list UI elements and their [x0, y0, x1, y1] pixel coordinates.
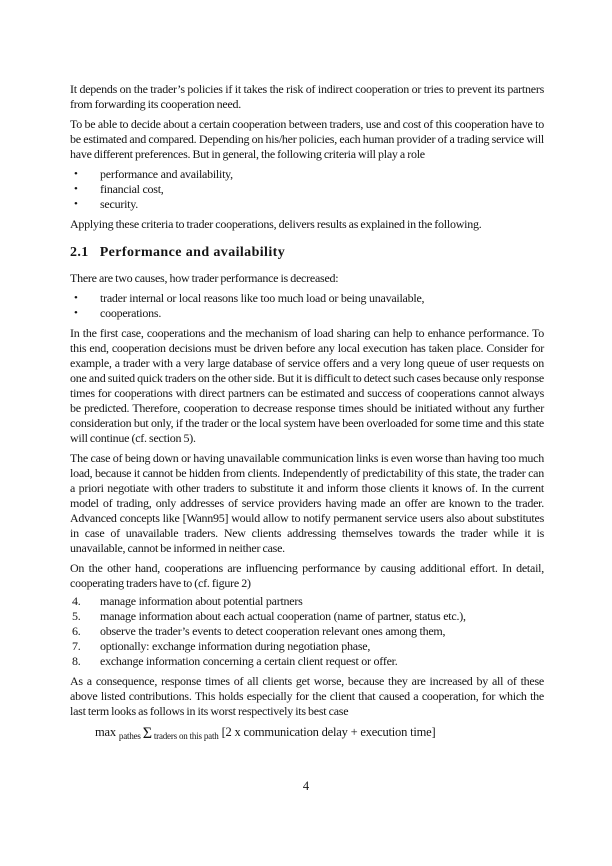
formula-max-operator: max — [95, 725, 116, 739]
bullet-item — [70, 167, 544, 182]
section-number: 2.1 — [70, 245, 89, 260]
causes-bullet-list — [70, 291, 544, 321]
criteria-bullet-list — [70, 167, 544, 212]
paragraph-causes: There are two causes, how trader performance is decreased: — [70, 271, 339, 285]
numbered-item — [70, 654, 544, 669]
paragraph-first-case: In the first case, cooperations and the mechanism of load sharing can help to enhance performance. To this end, cooperation decisions must be driven before any local execution has taken place. Consider for example, a trader with a very large database of service offers and a very long queue of user requests on one and suited quick traders on the other side. But it is difficult to detect such cases because only response times for cooperations with direct partners can be estimated and success of cooperations cannot always be predicted. Therefore, cooperation to decrease response times should be initiated without any further consideration but only, if the trader or the local system have been overloaded for some time and this state will continue (cf. section 5). — [70, 326, 544, 445]
paragraph-risk: It depends on the trader’s policies if it takes the risk of indirect cooperation or tries to prevent its partners from forwarding its cooperation need. — [70, 82, 544, 111]
sigma-sum-icon: Σ — [142, 725, 152, 742]
bullet-item — [70, 197, 544, 212]
formula-subscript-pathes: pathes — [118, 731, 141, 741]
bullet-item-label: trader internal or local reasons like too much load or being unavailable, — [100, 291, 425, 305]
response-time-formula — [95, 725, 544, 743]
bullet-item — [70, 182, 544, 197]
formula-body: [2 x communication delay + execution time] — [221, 725, 436, 739]
paragraph-other-hand: On the other hand, cooperations are influencing performance by causing additional effort. In detail, cooperating traders have to (cf. figure 2) — [70, 561, 544, 590]
bullet-item-label: cooperations. — [100, 306, 162, 320]
effort-numbered-list — [70, 594, 544, 669]
section-title: Performance and availability — [99, 245, 286, 260]
item-number: 8. — [72, 654, 81, 668]
bullet-icon: • — [74, 183, 78, 195]
bullet-item — [70, 291, 544, 306]
item-number: 7. — [72, 639, 81, 653]
bullet-icon: • — [74, 168, 78, 180]
numbered-item — [70, 624, 544, 639]
item-number: 4. — [72, 594, 81, 608]
section-heading — [70, 245, 544, 261]
numbered-item-label: manage information about each actual cooperation (name of partner, status etc.), — [100, 609, 466, 623]
paragraph-decide: To be able to decide about a certain cooperation between traders, use and cost of this cooperation have to be estimated and compared. Depending on his/her policies, each human provider of a trading service will have different preferences. But in general, the following criteria will play a role — [70, 117, 544, 161]
bullet-icon: • — [74, 292, 78, 304]
page-number: 4 — [302, 779, 310, 793]
paragraph-applying: Applying these criteria to trader cooperations, delivers results as explained in the following. — [70, 217, 482, 231]
paragraph-down-case: The case of being down or having unavailable communication links is even worse than having too much load, because it cannot be hidden from clients. Independently of predictability of this state, the trader can a priori negotiate with other traders to substitute it and inform those clients it knows of. In the current model of trading, only addresses of service providers having made an offer are known to the trader. Advanced concepts like [Wann95] would allow to notify permanent service users also about substitutes in case of unavailable traders. New clients addressing themselves towards the trader while it is unavailable, cannot be informed in neither case. — [70, 451, 544, 555]
numbered-item-label: exchange information concerning a certain client request or offer. — [100, 654, 398, 668]
bullet-item-label: security. — [100, 197, 138, 211]
bullet-item — [70, 306, 544, 321]
item-number: 5. — [72, 609, 81, 623]
formula-subscript-traders: traders on this path — [153, 731, 219, 741]
numbered-item-label: manage information about potential partners — [100, 594, 303, 608]
numbered-item-label: optionally: exchange information during negotiation phase, — [100, 639, 371, 653]
bullet-item-label: financial cost, — [100, 182, 164, 196]
numbered-item — [70, 594, 544, 609]
item-number: 6. — [72, 624, 81, 638]
bullet-item-label: performance and availability, — [100, 167, 233, 181]
numbered-item — [70, 639, 544, 654]
numbered-item — [70, 609, 544, 624]
paragraph-consequence: As a consequence, response times of all clients get worse, because they are increased by all of these above listed contributions. This holds especially for the client that caused a cooperation, for which the last term looks as follows in its worst respectively its best case — [70, 674, 544, 718]
numbered-item-label: observe the trader’s events to detect cooperation relevant ones among them, — [100, 624, 446, 638]
bullet-icon: • — [74, 307, 78, 319]
bullet-icon: • — [74, 198, 78, 210]
